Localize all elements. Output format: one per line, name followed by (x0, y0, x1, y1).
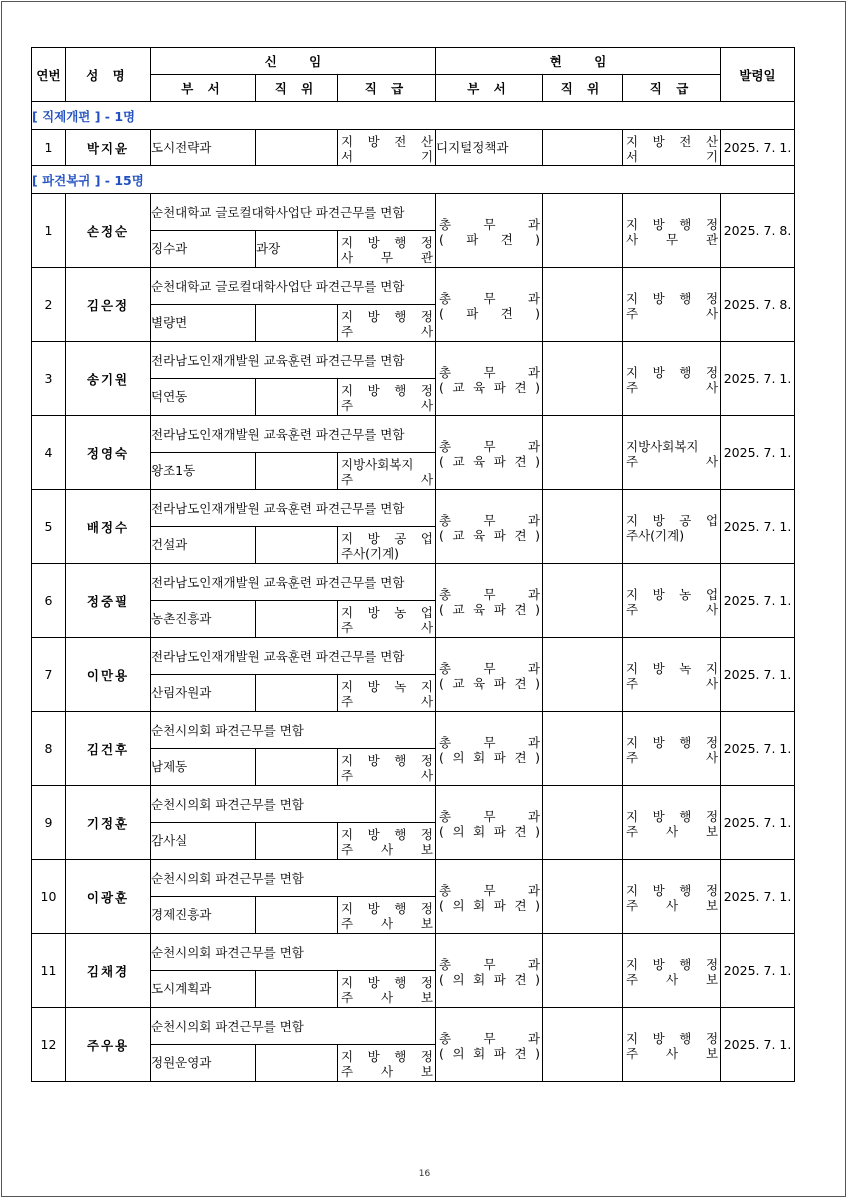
current-grade-line: 지 방 공 업 (626, 512, 719, 528)
sub-pos-header: 직 위 (256, 75, 338, 102)
new-grade-line: 지 방 행 정 (341, 383, 434, 398)
release-note: 순천시의회 파견근무를 면함 (151, 712, 436, 749)
current-grade-line: 지방사회복지 (626, 438, 699, 454)
table-row (32, 638, 795, 675)
current-grade-line: 지 방 전 산 (626, 133, 719, 149)
new-grade-line: 지 방 녹 지 (341, 679, 434, 694)
new-grade (338, 601, 436, 638)
current-grade-line: 주 사 (626, 453, 719, 469)
current-position (543, 712, 623, 786)
appointment-date: 2025. 7. 1. (721, 564, 795, 638)
current-grade (623, 130, 721, 166)
new-grade (338, 379, 436, 416)
current-grade (623, 1008, 721, 1082)
appointment-date: 2025. 7. 1. (721, 342, 795, 416)
current-grade-line: 주 사 보 (626, 823, 719, 839)
new-grade (338, 527, 436, 564)
new-grade (338, 823, 436, 860)
new-grade-line: 주 사 (341, 472, 434, 487)
current-dept (436, 416, 543, 490)
person-name: 정영숙 (66, 416, 151, 490)
person-name: 김건후 (66, 712, 151, 786)
appointment-date: 2025. 7. 1. (721, 416, 795, 490)
new-grade-line: 지방사회복지 (341, 457, 414, 472)
person-name: 정중필 (66, 564, 151, 638)
new-grade-line: 지 방 행 정 (341, 1049, 434, 1064)
current-grade-line: 지 방 행 정 (626, 956, 719, 972)
current-dept-line: 총 무 과 (439, 1030, 541, 1046)
new-position: 과장 (256, 231, 338, 268)
current-grade (623, 712, 721, 786)
personnel-table (31, 47, 795, 1082)
sub-grade-header: 직 급 (338, 75, 436, 102)
row-number: 2 (32, 268, 66, 342)
new-grade (338, 971, 436, 1008)
new-grade-line: 지 방 전 산 (341, 133, 434, 149)
current-grade (623, 490, 721, 564)
current-position (543, 490, 623, 564)
new-position (256, 453, 338, 490)
release-note: 순천대학교 글로컬대학사업단 파견근무를 면함 (151, 194, 436, 231)
new-dept: 덕연동 (151, 379, 256, 416)
current-dept-line: 총 무 과 (439, 216, 541, 232)
new-grade-line: 지 방 농 업 (341, 605, 434, 620)
release-note: 순천시의회 파견근무를 면함 (151, 860, 436, 897)
row-number: 8 (32, 712, 66, 786)
new-dept: 정원운영과 (151, 1045, 256, 1082)
new-grade-line: 주 사 (341, 398, 434, 413)
current-dept (436, 638, 543, 712)
appointment-date: 2025. 7. 1. (721, 712, 795, 786)
table-row (32, 416, 795, 453)
table-row (32, 268, 795, 305)
current-dept-line: 총 무 과 (439, 512, 541, 528)
current-dept (436, 934, 543, 1008)
current-dept-line: ( 교 육 파 견 ) (439, 601, 541, 617)
row-number: 7 (32, 638, 66, 712)
current-dept-line: 총 무 과 (439, 660, 541, 676)
current-grade (623, 860, 721, 934)
new-position (256, 971, 338, 1008)
current-grade-line: 사 무 관 (626, 231, 719, 247)
current-grade (623, 416, 721, 490)
current-dept-line: ( 교 육 파 견 ) (439, 379, 541, 395)
group-current-header: 현 임 (436, 48, 721, 75)
release-note: 순천시의회 파견근무를 면함 (151, 934, 436, 971)
current-grade-line: 지 방 행 정 (626, 882, 719, 898)
new-position (256, 130, 338, 166)
new-grade-line: 주 사 (341, 694, 434, 709)
person-name: 손정순 (66, 194, 151, 268)
new-position (256, 1045, 338, 1082)
release-note: 순천시의회 파견근무를 면함 (151, 1008, 436, 1045)
current-position (543, 786, 623, 860)
new-grade (338, 453, 436, 490)
release-note: 전라남도인재개발원 교육훈련 파견근무를 면함 (151, 564, 436, 601)
person-name: 송기원 (66, 342, 151, 416)
current-grade-line: 주 사 (626, 601, 719, 617)
table-row (32, 712, 795, 749)
appointment-date: 2025. 7. 1. (721, 490, 795, 564)
new-grade-line: 주 사 보 (341, 990, 434, 1005)
person-name: 이광훈 (66, 860, 151, 934)
release-note: 전라남도인재개발원 교육훈련 파견근무를 면함 (151, 490, 436, 527)
new-grade (338, 897, 436, 934)
new-position (256, 305, 338, 342)
current-dept (436, 342, 543, 416)
current-grade (623, 934, 721, 1008)
new-grade (338, 305, 436, 342)
row-number: 9 (32, 786, 66, 860)
current-dept (436, 564, 543, 638)
current-grade-line: 주 사 (626, 305, 719, 321)
current-grade-line: 지 방 행 정 (626, 808, 719, 824)
new-grade (338, 675, 436, 712)
current-position (543, 342, 623, 416)
current-grade-line: 주 사 (626, 379, 719, 395)
sub-dept-header: 부 서 (436, 75, 543, 102)
col-date-header: 발령일 (721, 48, 795, 102)
row-number: 1 (32, 194, 66, 268)
appointment-date: 2025. 7. 1. (721, 860, 795, 934)
new-grade-line: 주 사 (341, 324, 434, 339)
current-position (543, 268, 623, 342)
person-name: 기정훈 (66, 786, 151, 860)
new-grade-line: 서 기 (341, 148, 434, 164)
current-dept-line: 총 무 과 (439, 808, 541, 824)
release-note: 전라남도인재개발원 교육훈련 파견근무를 면함 (151, 342, 436, 379)
new-grade-line: 주사(기계) (341, 546, 400, 561)
row-number: 1 (32, 130, 66, 166)
current-dept (436, 490, 543, 564)
current-dept-line: 총 무 과 (439, 290, 541, 306)
appointment-date: 2025. 7. 8. (721, 194, 795, 268)
current-position (543, 860, 623, 934)
current-grade-line: 지 방 행 정 (626, 1030, 719, 1046)
new-dept: 도시계획과 (151, 971, 256, 1008)
new-position (256, 897, 338, 934)
group-new-header: 신 임 (151, 48, 436, 75)
release-note: 순천시의회 파견근무를 면함 (151, 786, 436, 823)
table-row (32, 130, 795, 166)
current-grade-line: 지 방 행 정 (626, 290, 719, 306)
new-position (256, 601, 338, 638)
current-dept-line: ( 파 견 ) (439, 305, 541, 321)
new-grade-line: 사 무 관 (341, 250, 434, 265)
sub-grade-header: 직 급 (623, 75, 721, 102)
new-position (256, 675, 338, 712)
current-grade (623, 342, 721, 416)
current-dept-line: 총 무 과 (439, 364, 541, 380)
current-dept-line: 총 무 과 (439, 882, 541, 898)
section-title: [ 파견복귀 ] - 15명 (32, 166, 795, 194)
current-grade-line: 주사(기계) (626, 527, 685, 543)
person-name: 박지윤 (66, 130, 151, 166)
new-grade-line: 주 사 (341, 768, 434, 783)
current-dept-line: 총 무 과 (439, 956, 541, 972)
row-number: 4 (32, 416, 66, 490)
new-dept: 왕조1동 (151, 453, 256, 490)
current-position (543, 416, 623, 490)
new-grade-line: 주 사 보 (341, 1064, 434, 1079)
current-dept-line: ( 교 육 파 견 ) (439, 527, 541, 543)
new-grade-line: 지 방 행 정 (341, 309, 434, 324)
person-name: 배정수 (66, 490, 151, 564)
col-no-header: 연번 (32, 48, 66, 102)
current-grade (623, 786, 721, 860)
current-dept (436, 786, 543, 860)
row-number: 11 (32, 934, 66, 1008)
person-name: 김은정 (66, 268, 151, 342)
current-grade-line: 지 방 녹 지 (626, 660, 719, 676)
current-grade (623, 194, 721, 268)
sub-dept-header: 부 서 (151, 75, 256, 102)
current-grade-line: 주 사 보 (626, 897, 719, 913)
table-row (32, 786, 795, 823)
current-position (543, 130, 623, 166)
current-grade-line: 주 사 보 (626, 1045, 719, 1061)
table-row (32, 342, 795, 379)
new-dept: 별량면 (151, 305, 256, 342)
current-dept-line: ( 의 회 파 견 ) (439, 749, 541, 765)
current-dept (436, 712, 543, 786)
person-name: 주우용 (66, 1008, 151, 1082)
new-grade-line: 지 방 행 정 (341, 827, 434, 842)
new-dept: 남제동 (151, 749, 256, 786)
table-row (32, 934, 795, 971)
new-dept: 경제진흥과 (151, 897, 256, 934)
current-position (543, 934, 623, 1008)
table-row (32, 564, 795, 601)
new-position (256, 527, 338, 564)
current-position (543, 638, 623, 712)
current-dept-line: ( 의 회 파 견 ) (439, 897, 541, 913)
new-position (256, 379, 338, 416)
current-dept-line: 총 무 과 (439, 586, 541, 602)
current-grade-line: 지 방 행 정 (626, 364, 719, 380)
table-row (32, 194, 795, 231)
current-dept-line: ( 의 회 파 견 ) (439, 823, 541, 839)
new-grade-line: 주 사 (341, 620, 434, 635)
current-grade (623, 564, 721, 638)
new-grade-line: 지 방 행 정 (341, 975, 434, 990)
new-grade-line: 지 방 공 업 (341, 531, 434, 546)
new-grade-line: 주 사 보 (341, 842, 434, 857)
current-dept-line: ( 의 회 파 견 ) (439, 971, 541, 987)
current-position (543, 564, 623, 638)
person-name: 이만용 (66, 638, 151, 712)
current-grade (623, 268, 721, 342)
new-dept: 건설과 (151, 527, 256, 564)
new-dept: 징수과 (151, 231, 256, 268)
appointment-date: 2025. 7. 1. (721, 934, 795, 1008)
section-title: [ 직제개편 ] - 1명 (32, 102, 795, 130)
current-dept-line: ( 의 회 파 견 ) (439, 1045, 541, 1061)
current-grade-line: 지 방 농 업 (626, 586, 719, 602)
row-number: 5 (32, 490, 66, 564)
current-position (543, 1008, 623, 1082)
new-grade-line: 주 사 보 (341, 916, 434, 931)
new-grade-line: 지 방 행 정 (341, 901, 434, 916)
new-dept: 도시전략과 (151, 130, 256, 166)
current-dept-line: 총 무 과 (439, 734, 541, 750)
current-dept-line: 총 무 과 (439, 438, 541, 454)
release-note: 순천대학교 글로컬대학사업단 파견근무를 면함 (151, 268, 436, 305)
new-dept: 산림자원과 (151, 675, 256, 712)
current-grade-line: 주 사 (626, 675, 719, 691)
col-name-header: 성 명 (66, 48, 151, 102)
appointment-date: 2025. 7. 1. (721, 638, 795, 712)
new-position (256, 823, 338, 860)
current-grade (623, 638, 721, 712)
current-dept (436, 860, 543, 934)
new-grade-line: 지 방 행 정 (341, 235, 434, 250)
appointment-date: 2025. 7. 1. (721, 786, 795, 860)
new-grade (338, 1045, 436, 1082)
new-grade (338, 749, 436, 786)
release-note: 전라남도인재개발원 교육훈련 파견근무를 면함 (151, 638, 436, 675)
current-grade-line: 서 기 (626, 148, 719, 164)
current-grade-line: 지 방 행 정 (626, 216, 719, 232)
new-dept: 농촌진흥과 (151, 601, 256, 638)
row-number: 12 (32, 1008, 66, 1082)
table-row (32, 1008, 795, 1045)
appointment-date: 2025. 7. 1. (721, 130, 795, 166)
current-dept-line: ( 교 육 파 견 ) (439, 453, 541, 469)
current-dept (436, 1008, 543, 1082)
current-grade-line: 주 사 (626, 749, 719, 765)
new-dept: 감사실 (151, 823, 256, 860)
current-position (543, 194, 623, 268)
page-number: 16 (418, 1169, 431, 1179)
new-grade (338, 130, 436, 166)
current-dept (436, 268, 543, 342)
new-grade-line: 지 방 행 정 (341, 753, 434, 768)
row-number: 6 (32, 564, 66, 638)
current-dept-line: ( 파 견 ) (439, 231, 541, 247)
appointment-date: 2025. 7. 8. (721, 268, 795, 342)
appointment-date: 2025. 7. 1. (721, 1008, 795, 1082)
table-row (32, 490, 795, 527)
table-row (32, 860, 795, 897)
current-dept (436, 194, 543, 268)
person-name: 김채경 (66, 934, 151, 1008)
new-grade (338, 231, 436, 268)
current-dept-line: ( 교 육 파 견 ) (439, 675, 541, 691)
new-position (256, 749, 338, 786)
current-dept: 디지털정책과 (436, 130, 543, 166)
current-grade-line: 지 방 행 정 (626, 734, 719, 750)
row-number: 10 (32, 860, 66, 934)
current-grade-line: 주 사 보 (626, 971, 719, 987)
release-note: 전라남도인재개발원 교육훈련 파견근무를 면함 (151, 416, 436, 453)
sub-pos-header: 직 위 (543, 75, 623, 102)
row-number: 3 (32, 342, 66, 416)
